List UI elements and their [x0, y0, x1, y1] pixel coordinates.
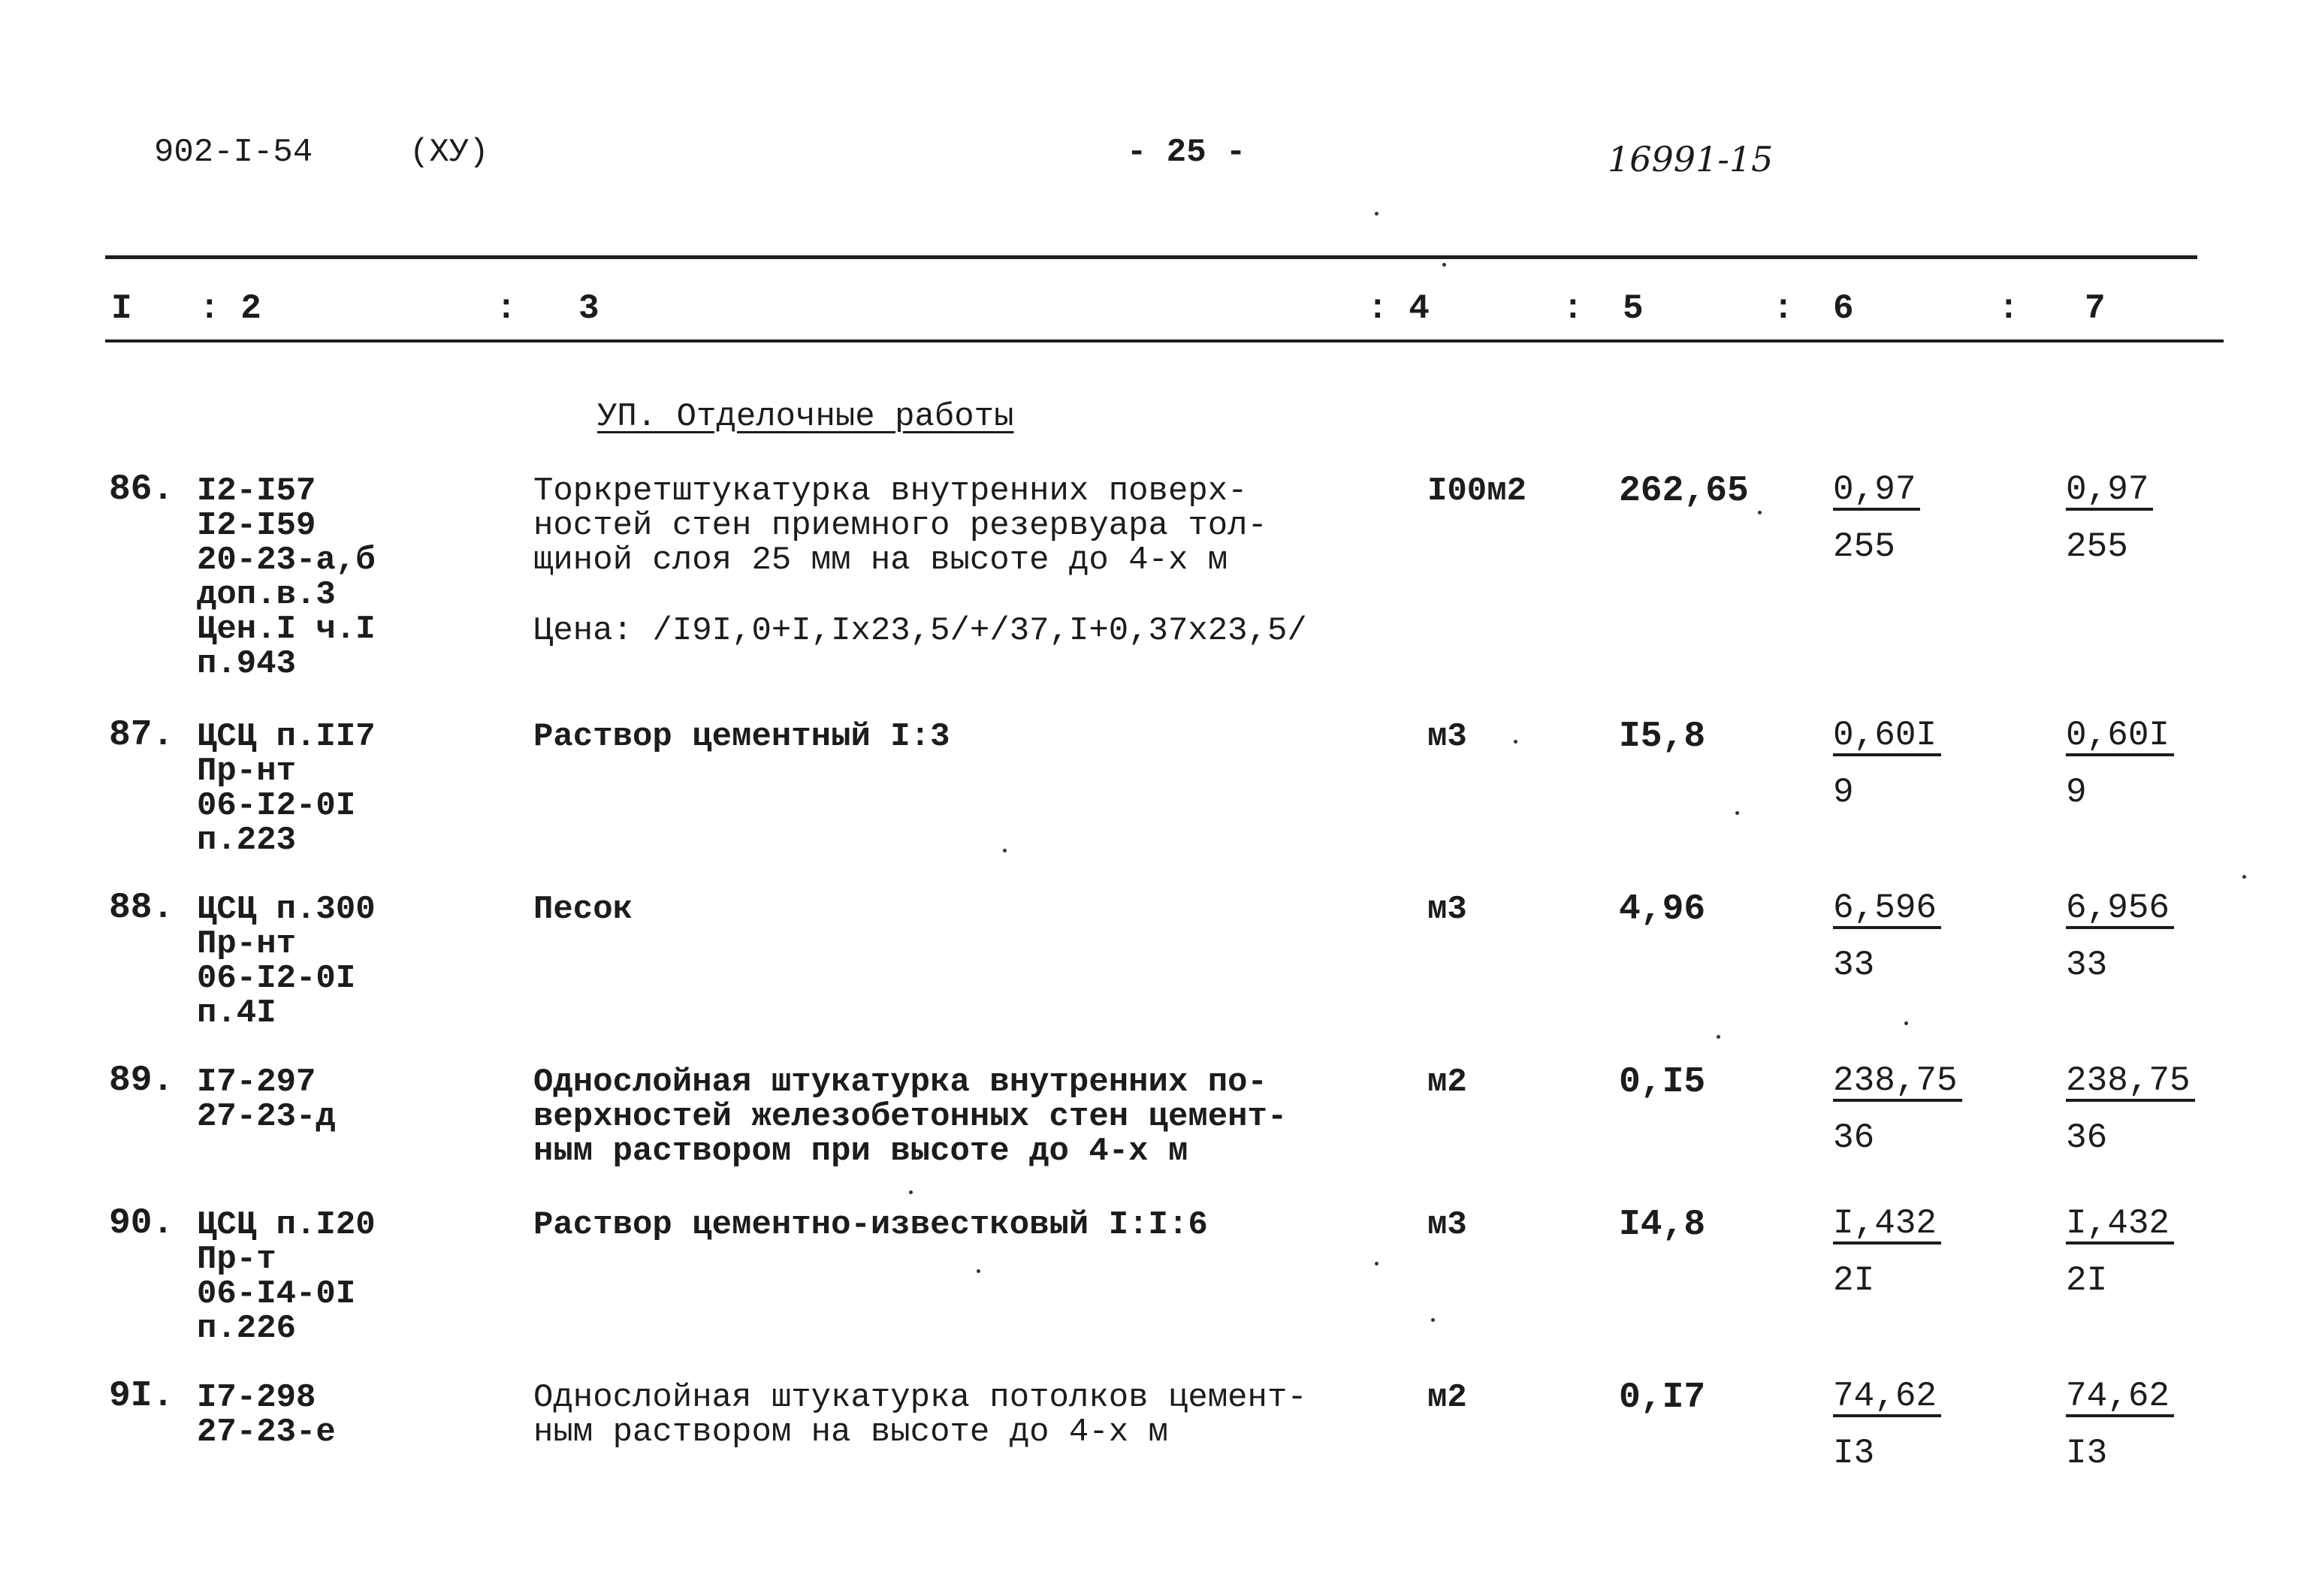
column-6-bottom: 33 — [1833, 946, 1875, 985]
column-header-9: 6 — [1833, 289, 1854, 328]
code-line: п.943 — [197, 645, 297, 683]
description-line: Торкретштукатурка внутренних поверх- — [533, 472, 1248, 510]
handwritten-number: 16991-15 — [1608, 139, 1774, 180]
code-line: 06-I2-0I — [197, 960, 356, 997]
scan-speck — [977, 1269, 980, 1273]
column-6-bottom: 255 — [1833, 527, 1895, 566]
unit-value: м3 — [1427, 1206, 1467, 1244]
unit-value: I00м2 — [1427, 472, 1527, 510]
unit-value: м3 — [1427, 718, 1467, 756]
column-7-top: 74,62 — [2066, 1378, 2174, 1417]
section-title: УП. Отделочные работы — [597, 398, 1014, 436]
column-header-11: 7 — [2085, 289, 2106, 328]
description-line: Однослойная штукатурка внутренних по- — [533, 1063, 1267, 1101]
column-header-1: I — [111, 289, 132, 328]
scan-speck — [1375, 1262, 1378, 1266]
description-line: ностей стен приемного резервуара тол- — [533, 507, 1267, 545]
column-7-value — [2066, 1063, 2195, 1156]
code-line: ЦСЦ п.I20 — [197, 1206, 376, 1244]
column-7-value — [2066, 472, 2153, 565]
scan-speck — [1431, 1318, 1435, 1322]
column-header-6: : — [1563, 289, 1584, 328]
scan-speck — [909, 1190, 913, 1194]
column-7-value — [2066, 1378, 2174, 1471]
code-line: 06-I2-0I — [197, 787, 356, 825]
code-line: 27-23-е — [197, 1413, 336, 1451]
column-6-bottom: I3 — [1833, 1434, 1875, 1473]
code-line: ЦСЦ п.II7 — [197, 718, 376, 756]
column-7-top: 238,75 — [2066, 1063, 2195, 1102]
quantity-value: 4,96 — [1619, 889, 1706, 930]
code-line: Пр-нт — [197, 925, 297, 963]
code-line: п.223 — [197, 822, 297, 859]
description-line: Раствор цементно-известковый I:I:6 — [533, 1206, 1208, 1244]
description-line: верхностей железобетонных стен цемент- — [533, 1098, 1288, 1136]
column-header-5: : 4 — [1367, 289, 1430, 328]
column-6-value — [1833, 717, 1941, 810]
quantity-value: I5,8 — [1619, 717, 1706, 757]
scan-speck — [1904, 1021, 1908, 1025]
column-7-bottom: 2I — [2066, 1261, 2108, 1300]
description-line: Раствор цементный I:3 — [533, 718, 950, 756]
scan-speck — [1442, 263, 1446, 267]
code-line: I2-I59 — [197, 507, 316, 545]
code-line: п.226 — [197, 1310, 297, 1347]
scan-speck — [1735, 811, 1739, 815]
unit-value: м3 — [1427, 891, 1467, 928]
scan-speck — [1514, 740, 1517, 744]
document-code: 902-I-54 — [154, 134, 313, 171]
code-line: 20-23-а,б — [197, 542, 376, 579]
code-line: Пр-т — [197, 1241, 276, 1278]
description-line: щиной слоя 25 мм на высоте до 4-х м — [533, 542, 1228, 579]
page-number: - 25 - — [1127, 134, 1246, 171]
description-line: ным раствором на высоте до 4-х м — [533, 1413, 1168, 1451]
column-6-bottom: 9 — [1833, 773, 1854, 812]
column-7-value — [2066, 890, 2174, 983]
scan-speck — [1003, 849, 1007, 852]
row-number: 9I. — [109, 1376, 174, 1416]
code-line: I7-297 — [197, 1063, 316, 1101]
quantity-value: 0,I7 — [1619, 1377, 1706, 1418]
column-header-2: : 2 — [199, 289, 261, 328]
column-7-top: 0,97 — [2066, 472, 2153, 511]
price-note: Цена: /I9I,0+I,Ix23,5/+/37,I+0,37x23,5/ — [533, 612, 1307, 650]
unit-value: м2 — [1427, 1063, 1467, 1101]
column-7-top: I,432 — [2066, 1205, 2174, 1245]
unit-value: м2 — [1427, 1379, 1467, 1416]
column-7-top: 6,956 — [2066, 890, 2174, 929]
description-line: Однослойная штукатурка потолков цемент- — [533, 1379, 1307, 1416]
row-number: 86. — [109, 469, 174, 510]
row-number: 87. — [109, 715, 174, 756]
code-line: I7-298 — [197, 1379, 316, 1416]
column-header-7: 5 — [1623, 289, 1644, 328]
scan-speck — [1375, 212, 1378, 216]
column-6-top: 0,60I — [1833, 717, 1941, 756]
column-6-value — [1833, 1378, 1941, 1471]
column-7-top: 0,60I — [2066, 717, 2174, 756]
column-6-bottom: 2I — [1833, 1261, 1875, 1300]
column-header-8: : — [1773, 289, 1794, 328]
code-line: ЦСЦ п.300 — [197, 891, 376, 928]
column-7-value — [2066, 717, 2174, 810]
quantity-value: 262,65 — [1619, 471, 1749, 511]
column-header-4: 3 — [578, 289, 599, 328]
column-6-bottom: 36 — [1833, 1118, 1875, 1157]
top-rule — [105, 255, 2197, 259]
scan-speck — [2242, 875, 2246, 879]
row-number: 89. — [109, 1060, 174, 1101]
column-6-top: 74,62 — [1833, 1378, 1941, 1417]
column-7-bottom: 9 — [2066, 773, 2087, 812]
column-header-10: : — [1998, 289, 2019, 328]
quantity-value: I4,8 — [1619, 1205, 1706, 1245]
column-6-value — [1833, 472, 1920, 565]
code-line: доп.в.3 — [197, 576, 336, 614]
column-7-value — [2066, 1205, 2174, 1299]
scan-speck — [1758, 511, 1762, 514]
column-6-top: 0,97 — [1833, 472, 1920, 511]
code-line: Пр-нт — [197, 753, 297, 790]
row-number: 90. — [109, 1203, 174, 1244]
column-header-3: : — [496, 289, 517, 328]
scan-speck — [1717, 1035, 1720, 1039]
column-6-value — [1833, 1205, 1941, 1299]
code-line: п.4I — [197, 994, 276, 1032]
code-line: I2-I57 — [197, 472, 316, 510]
code-line: 27-23-д — [197, 1098, 336, 1136]
document-suffix: (ХУ) — [409, 134, 489, 171]
column-6-value — [1833, 1063, 1962, 1156]
column-7-bottom: 36 — [2066, 1118, 2108, 1157]
column-6-top: I,432 — [1833, 1205, 1941, 1245]
quantity-value: 0,I5 — [1619, 1062, 1706, 1103]
description-line: ным раствором при высоте до 4-х м — [533, 1133, 1188, 1170]
column-6-value — [1833, 890, 1941, 983]
code-line: 06-I4-0I — [197, 1275, 356, 1313]
header-bottom-rule — [105, 339, 2224, 342]
column-6-top: 6,596 — [1833, 890, 1941, 929]
column-7-bottom: I3 — [2066, 1434, 2108, 1473]
row-number: 88. — [109, 888, 174, 928]
code-line: Цен.I ч.I — [197, 611, 376, 648]
description-line: Песок — [533, 891, 633, 928]
column-7-bottom: 33 — [2066, 946, 2108, 985]
column-7-bottom: 255 — [2066, 527, 2128, 566]
column-6-top: 238,75 — [1833, 1063, 1962, 1102]
